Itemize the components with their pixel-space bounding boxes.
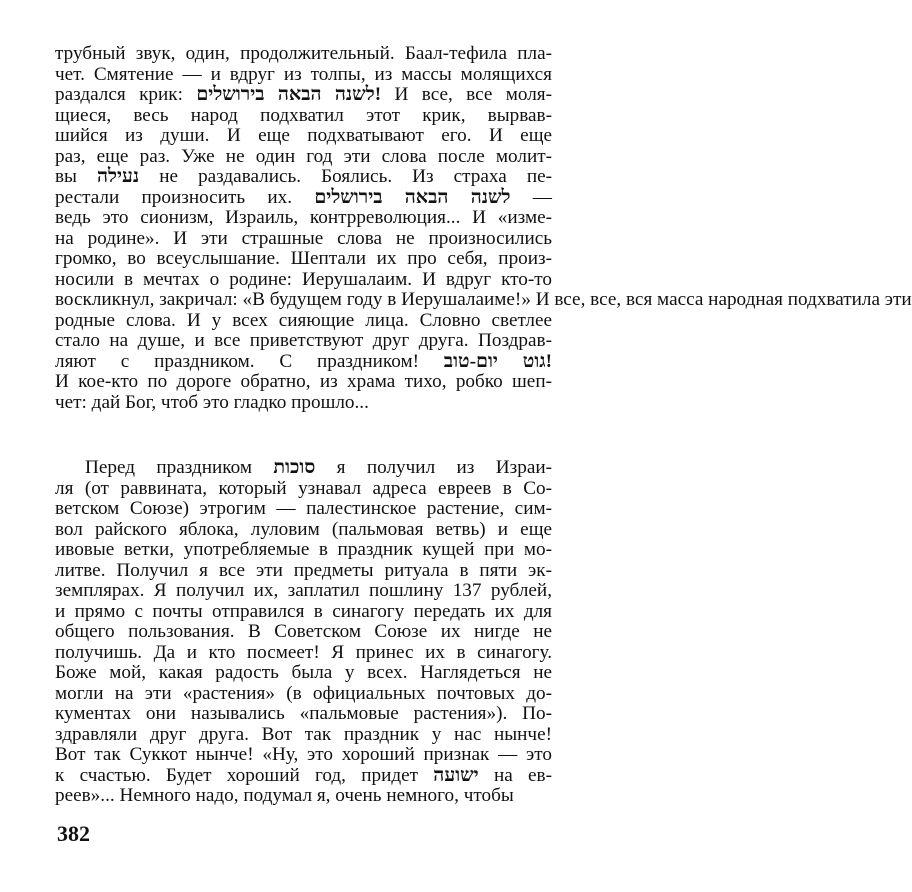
- text-line: [55, 126, 552, 147]
- line-text: вол райского яблока, луловим (пальмовая ветвь) и еще: [55, 518, 552, 540]
- line-text: чет. Смятение — и вдруг из толпы, из массы молящихся: [55, 63, 552, 85]
- line-text: я получил из Израи-: [315, 457, 552, 478]
- text-line: [55, 311, 552, 332]
- hebrew-phrase: !גוט יום-טוב: [443, 350, 552, 372]
- line-text: к счастью. Будет хороший год, придет: [55, 764, 434, 786]
- text-line: [55, 393, 552, 414]
- text-line: [55, 208, 552, 229]
- line-text: общего пользования. В Советском Союзе их нигде не: [55, 621, 552, 642]
- line-text: громко, во всеуслышание. Шептали их про себя, произ-: [55, 248, 552, 269]
- line-text: на родине». И эти страшные слова не произносились: [55, 227, 552, 249]
- text-line: [55, 270, 552, 291]
- paragraph-1: [55, 43, 912, 413]
- text-line: [55, 458, 552, 479]
- hebrew-phrase: ישועה: [433, 764, 479, 786]
- line-text: ля (от раввината, который узнавал адреса евреев в Со-: [55, 477, 552, 499]
- line-text: рестали произносить их.: [55, 186, 315, 208]
- text-line: [55, 352, 552, 373]
- paragraph-gap: [55, 413, 552, 458]
- text-line: [55, 65, 552, 86]
- line-text: —: [510, 186, 552, 208]
- text-line: [55, 684, 552, 705]
- text-line: [55, 289, 912, 311]
- text-line: [55, 147, 552, 168]
- hebrew-phrase: !לשנה הבאה בירושלים: [196, 84, 382, 105]
- line-text: на ев-: [478, 764, 552, 786]
- line-text: здравляли друг друга. Вот так праздник у нас нынче!: [55, 723, 552, 745]
- text-line: [55, 766, 552, 787]
- text-line: [55, 249, 552, 270]
- line-text: И кое-кто по дороге обратно, из храма тихо, робко шеп-: [55, 371, 552, 392]
- line-text: не раздавались. Боялись. Из страха пе-: [139, 166, 553, 187]
- line-text: литве. Получил я все эти предметы ритуала в пяти эк-: [55, 559, 552, 581]
- text-line: [55, 602, 552, 623]
- hebrew-phrase: לשנה הבאה בירושלים: [314, 186, 511, 208]
- page-number: 382: [57, 821, 90, 846]
- text-line: [55, 643, 552, 664]
- line-text: воскликнул, закричал: «В будущем году в Иерушалаиме!» И все, все, вся масса народная подхватила эти: [55, 289, 912, 310]
- line-text: Боже мой, какая радость была у всех. Наглядеться не: [55, 662, 552, 683]
- line-text: земплярах. Я получил их, заплатил пошлину 137 рублей,: [55, 580, 552, 601]
- text-line: [55, 331, 552, 352]
- line-text: ведь это сионизм, Израиль, контрреволюция... И «изме-: [55, 207, 552, 228]
- line-text: чет: дай Бог, чтоб это гладко прошло...: [55, 391, 369, 413]
- line-text: И все, все моля-: [381, 84, 553, 105]
- text-line: [55, 786, 552, 807]
- line-text: носили в мечтах о родине: Иерушалаим. И вдруг кто-то: [55, 268, 552, 290]
- line-text: щиеся, весь народ подхватил этот крик, вырвав-: [55, 104, 552, 126]
- text-line: [55, 704, 552, 725]
- text-line: [55, 581, 552, 602]
- text-line: [55, 188, 552, 209]
- line-text: ивовые ветки, употребляемые в праздник кущей при мо-: [55, 539, 552, 560]
- line-text: Перед праздником: [85, 457, 274, 478]
- text-line: [55, 520, 552, 541]
- line-text: могли на эти «растения» (в официальных почтовых до-: [55, 682, 552, 704]
- line-text: вы: [55, 166, 98, 187]
- line-text: раздался крик:: [55, 84, 197, 105]
- text-line: [55, 561, 552, 582]
- text-line: [55, 622, 552, 643]
- text-line: [55, 167, 552, 188]
- hebrew-phrase: סוכות: [273, 457, 316, 478]
- text-line: [55, 725, 552, 746]
- text-line: [55, 499, 552, 520]
- paragraph-2: [55, 458, 552, 807]
- page-body: [55, 43, 912, 807]
- line-text: Вот так Суккот нынче! «Ну, это хороший признак — это: [55, 744, 552, 765]
- text-line: [55, 540, 552, 561]
- line-text: и прямо с почты отправился в синагогу передать их для: [55, 600, 552, 622]
- line-text: получишь. Да и кто посмеет! Я принес их в синагогу.: [55, 641, 552, 663]
- line-text: стало на душе, и все приветствуют друг друга. Поздрав-: [55, 330, 552, 351]
- line-text: трубный звук, один, продолжительный. Баал-тефила пла-: [55, 43, 552, 64]
- line-text: ветском Союзе) этрогим — палестинское растение, сим-: [55, 498, 552, 519]
- text-line: [55, 663, 552, 684]
- line-text: шийся из души. И еще подхватывают его. И еще: [55, 125, 552, 146]
- text-line: [55, 229, 552, 250]
- text-line: [55, 106, 552, 127]
- text-line: [55, 372, 552, 393]
- text-line: [55, 479, 552, 500]
- line-text: раз, еще раз. Уже не один год эти слова после молит-: [55, 145, 552, 167]
- text-line: [55, 745, 552, 766]
- text-line: [55, 85, 552, 106]
- line-text: родные слова. И у всех сияющие лица. Словно светлее: [55, 309, 552, 331]
- line-text: ляют с праздником. С праздником!: [55, 350, 444, 372]
- hebrew-phrase: נעילה: [97, 166, 140, 187]
- line-text: реев»... Немного надо, подумал я, очень немного, чтобы: [55, 785, 514, 806]
- line-text: кументах они назывались «пальмовые растения»). По-: [55, 703, 552, 724]
- text-line: [55, 44, 552, 65]
